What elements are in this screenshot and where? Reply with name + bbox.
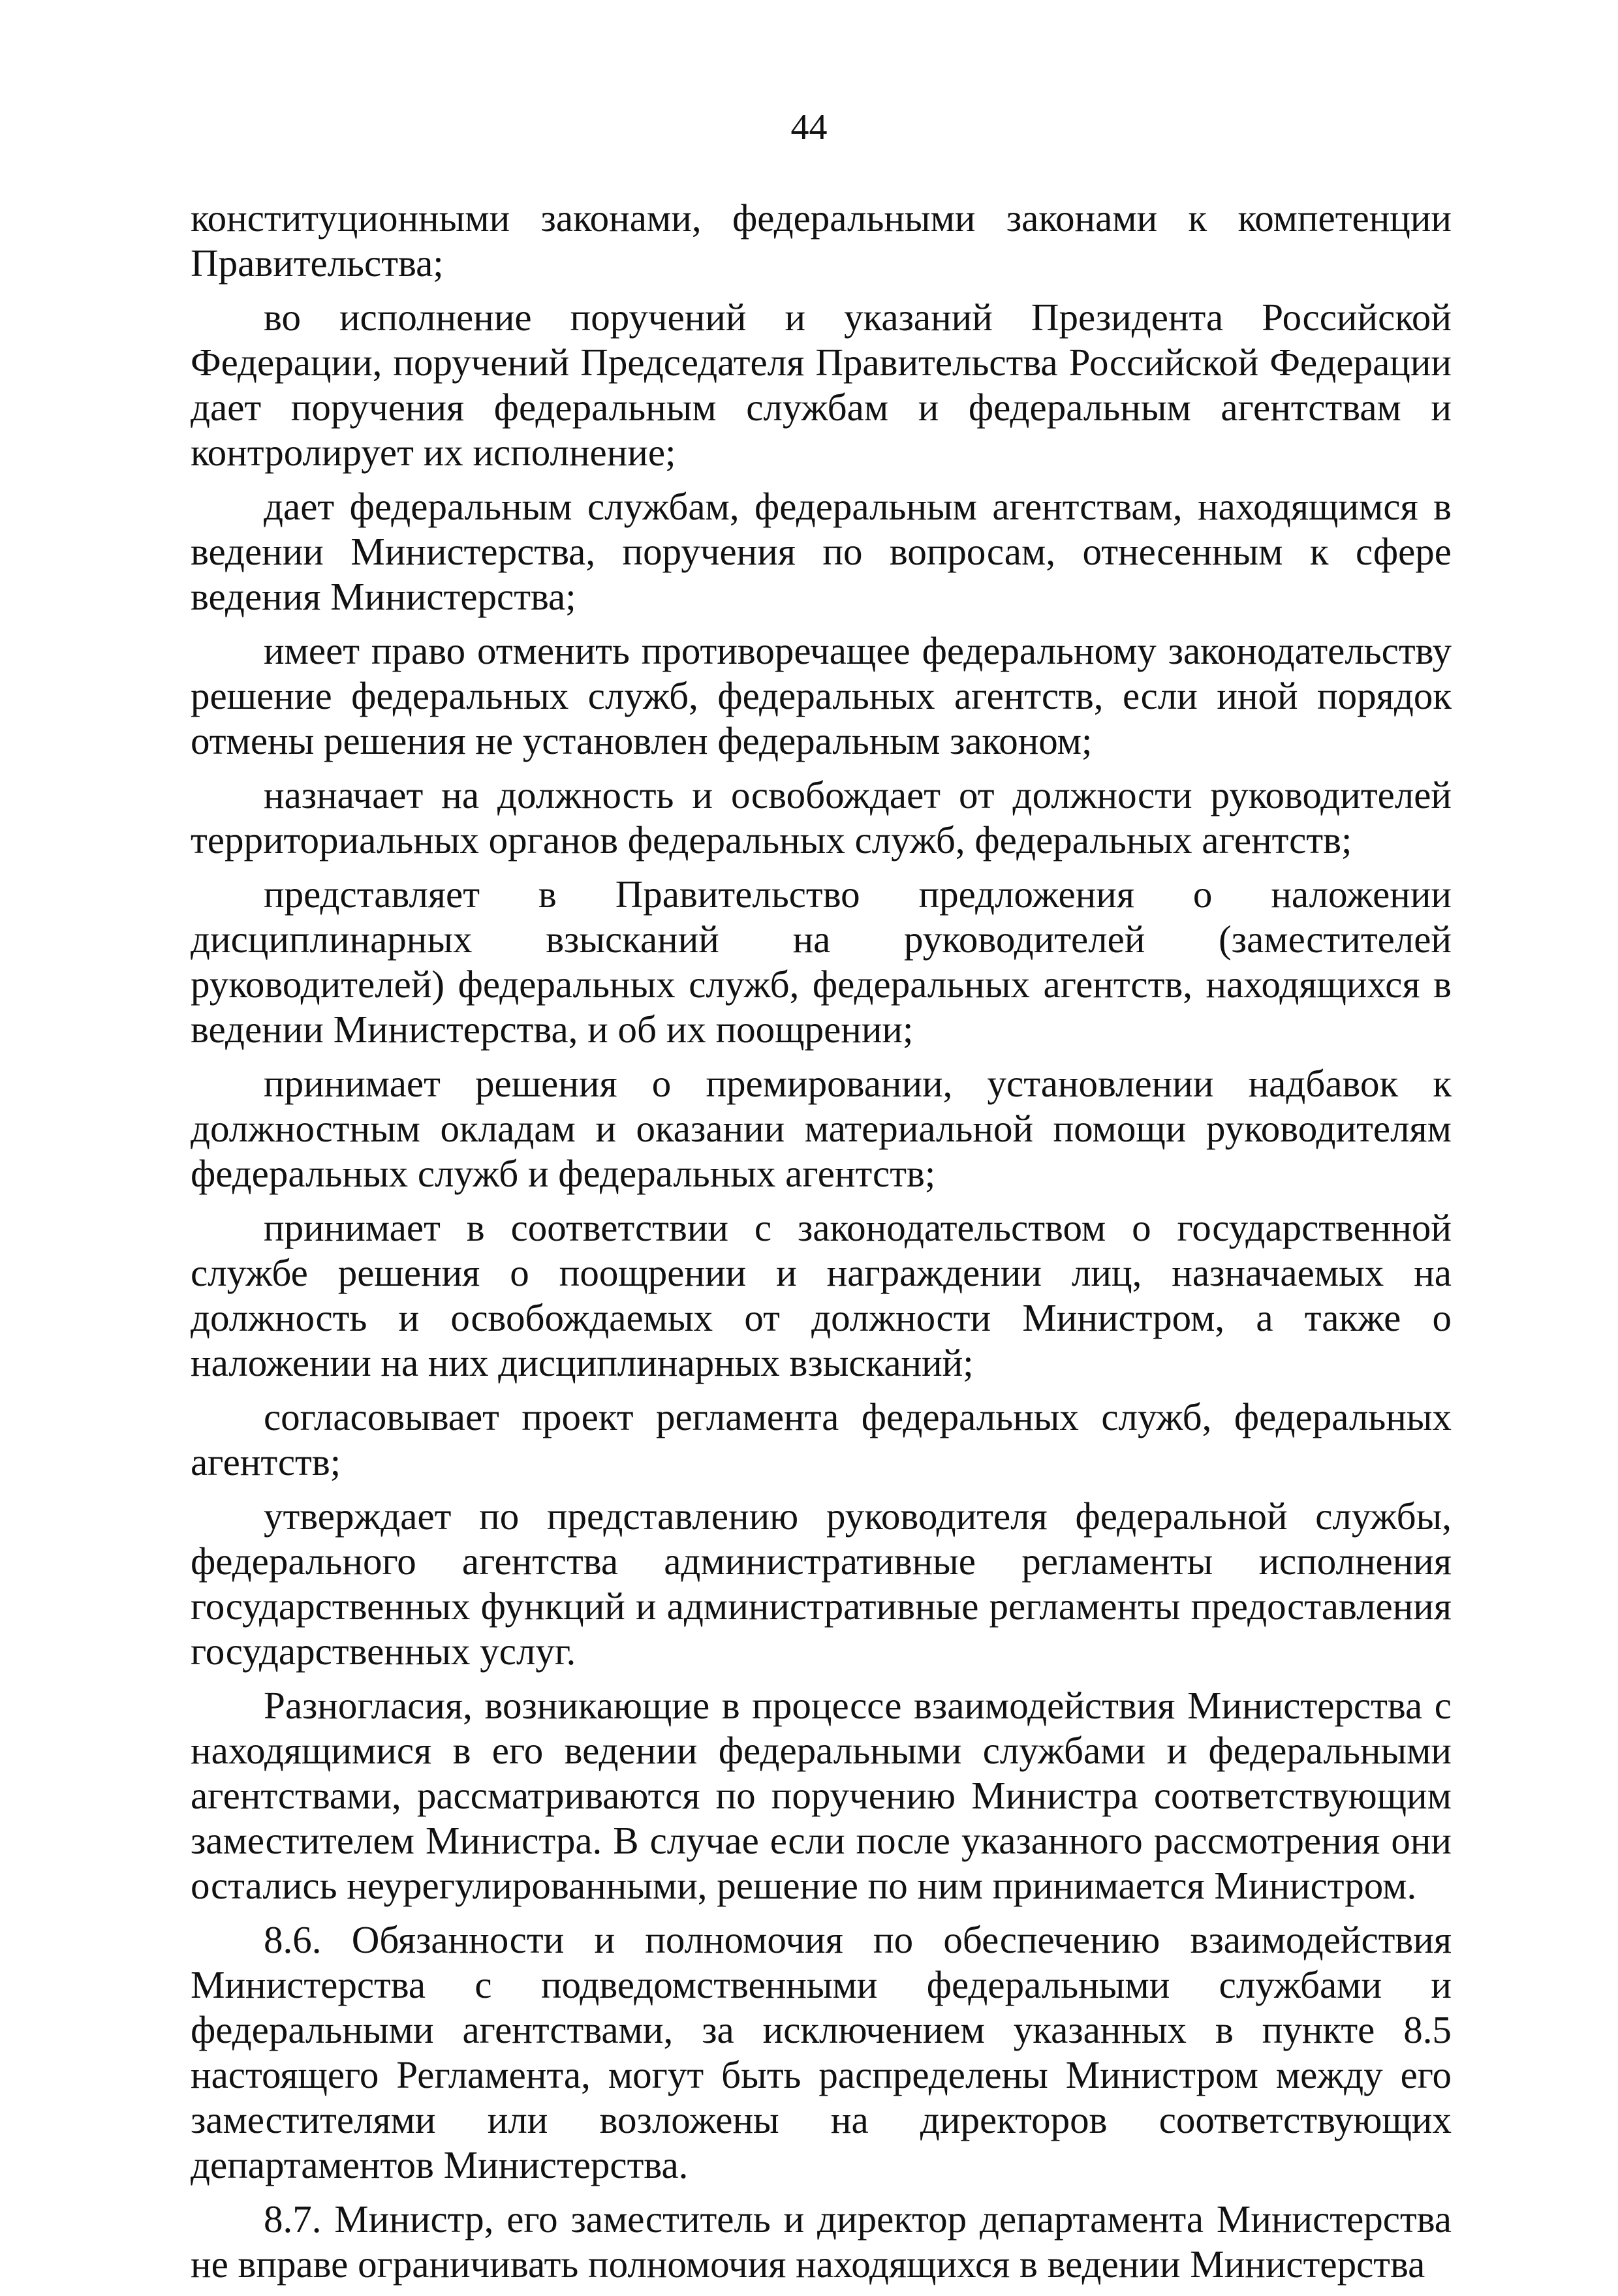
paragraph-gives-orders: дает федеральным службам, федеральным агентствам, находящимся в ведении Министерства, поручения по вопросам, отнесенным к сфере ведения Министерства; [191, 485, 1452, 618]
paragraph-right-to-cancel: имеет право отменить противоречащее федеральному законодательству решение федеральных служб, федеральных агентств, если иной порядок отмены решения не установлен федеральным законом; [191, 629, 1452, 762]
paragraph-bonuses: принимает решения о премировании, установлении надбавок к должностным окладам и оказании материальной помощи руководителям федеральных служб и федеральных агентств; [191, 1062, 1452, 1195]
paragraph-civil-service-decisions: принимает в соответствии с законодательством о государственной службе решения о поощрении и награждении лиц, назначаемых на должность и освобождаемых от должности Министром, а также о наложении на них дисциплинарных взысканий; [191, 1206, 1452, 1384]
paragraph-appoints: назначает на должность и освобождает от должности руководителей территориальных органов федеральных служб, федеральных агентств; [191, 773, 1452, 861]
paragraph-disagreements: Разногласия, возникающие в процессе взаимодействия Министерства с находящимися в его ведении федеральными службами и федеральными агентствами, рассматриваются по поручению Министра соответствующим заместителем Министра. В случае если после указанного рассмотрения они остались неурегулированными, решение по ним принимается Министром. [191, 1684, 1452, 1907]
paragraph-continuation: конституционными законами, федеральными законами к компетенции Правительства; [191, 196, 1452, 285]
paragraph-agrees-regulations: согласовывает проект регламента федеральных служб, федеральных агентств; [191, 1395, 1452, 1483]
paragraph-presidential-orders: во исполнение поручений и указаний Президента Российской Федерации, поручений Председателя Правительства Российской Федерации дает поручения федеральным службам и федеральным агентствам и контролирует их исполнение; [191, 296, 1452, 474]
document-body [191, 196, 1452, 2296]
paragraph-8-6: 8.6. Обязанности и полномочия по обеспечению взаимодействия Министерства с подведомственными федеральными службами и федеральными агентствами, за исключением указанных в пункте 8.5 настоящего Регламента, могут быть распределены Министром между его заместителями или возложены на директоров соответствующих департаментов Министерства. [191, 1918, 1452, 2186]
paragraph-approves-regulations: утверждает по представлению руководителя федеральной службы, федерального агентства административные регламенты исполнения государственных функций и административные регламенты предоставления государственных услуг. [191, 1495, 1452, 1673]
page-number: 44 [790, 107, 828, 147]
paragraph-disciplinary-proposals: представляет в Правительство предложения о наложении дисциплинарных взысканий на руководителей (заместителей руководителей) федеральных служб, федеральных агентств, находящихся в ведении Министерства, и об их поощрении; [191, 873, 1452, 1051]
paragraph-8-7: 8.7. Министр, его заместитель и директор департамента Министерства не вправе ограничивать полномочия находящихся в ведении Министерства [191, 2197, 1452, 2286]
